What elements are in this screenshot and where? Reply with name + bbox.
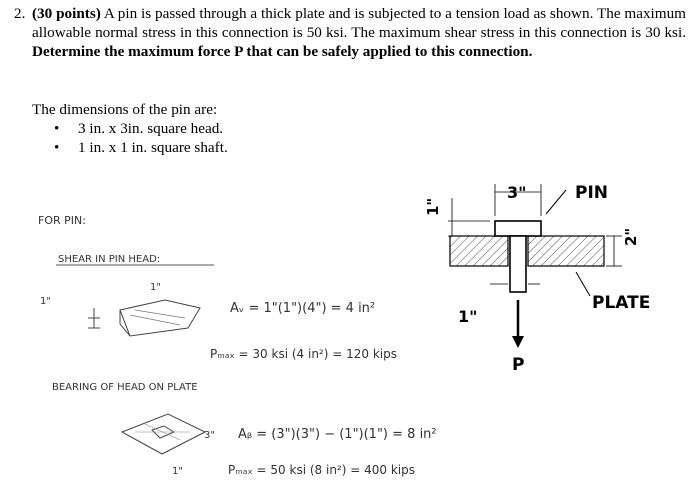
list-item: • 1 in. x 1 in. square shaft. xyxy=(54,139,228,156)
shear-sketch xyxy=(120,300,200,336)
dim-shaft-width: 1" xyxy=(458,307,478,326)
shear-area: Aᵥ = 1"(1")(4") = 4 in² xyxy=(230,301,376,316)
shear-dim-top: 1" xyxy=(150,282,161,293)
shear-title: SHEAR IN PIN HEAD: xyxy=(58,254,161,265)
plate-label: PLATE xyxy=(592,293,651,313)
for-pin-note: FOR PIN: xyxy=(38,214,86,227)
dim-head-height: 1" xyxy=(424,197,442,216)
shear-dim-left: 1" xyxy=(40,296,51,307)
bullet-icon: • xyxy=(54,120,60,137)
problem-number: 2. xyxy=(14,5,26,22)
list-item: • 3 in. x 3in. square head. xyxy=(54,120,224,137)
bearing-dim-side: 3" xyxy=(204,430,215,441)
plate-right xyxy=(528,236,604,266)
bearing-pmax: Pₘₐₓ = 50 ksi (8 in²) = 400 kips xyxy=(228,463,415,477)
problem-points: (30 points) xyxy=(32,5,101,22)
bearing-dim-bottom: 1" xyxy=(172,466,183,477)
problem-question: Determine the maximum force P that can be safely applied to this connection. xyxy=(32,43,533,60)
bearing-title: BEARING OF HEAD ON PLATE xyxy=(52,382,198,393)
shear-pmax: Pₘₐₓ = 30 ksi (4 in²) = 120 kips xyxy=(210,347,397,361)
pin-label: PIN xyxy=(575,183,609,203)
bearing-area: Aᵦ = (3")(3") − (1")(1") = 8 in² xyxy=(238,427,437,442)
problem-statement xyxy=(14,4,686,61)
handwritten-solution xyxy=(0,197,520,482)
dim-head-width: 3" xyxy=(507,183,527,202)
bearing-sketch xyxy=(122,414,205,454)
dimensions-list xyxy=(32,119,228,157)
bullet-icon: • xyxy=(54,139,60,156)
problem-body xyxy=(32,4,686,61)
dimensions-section xyxy=(32,100,228,157)
dim-plate-thickness: 2" xyxy=(622,227,640,246)
dimensions-intro: The dimensions of the pin are: xyxy=(32,101,218,118)
load-label: P xyxy=(512,355,525,375)
problem-text: A pin is passed through a thick plate and is subjected to a tension load as shown. The maximum allowable normal stress in this connection is 50 ksi. The maximum shear stress in this connection is 30 ksi. xyxy=(32,5,686,41)
